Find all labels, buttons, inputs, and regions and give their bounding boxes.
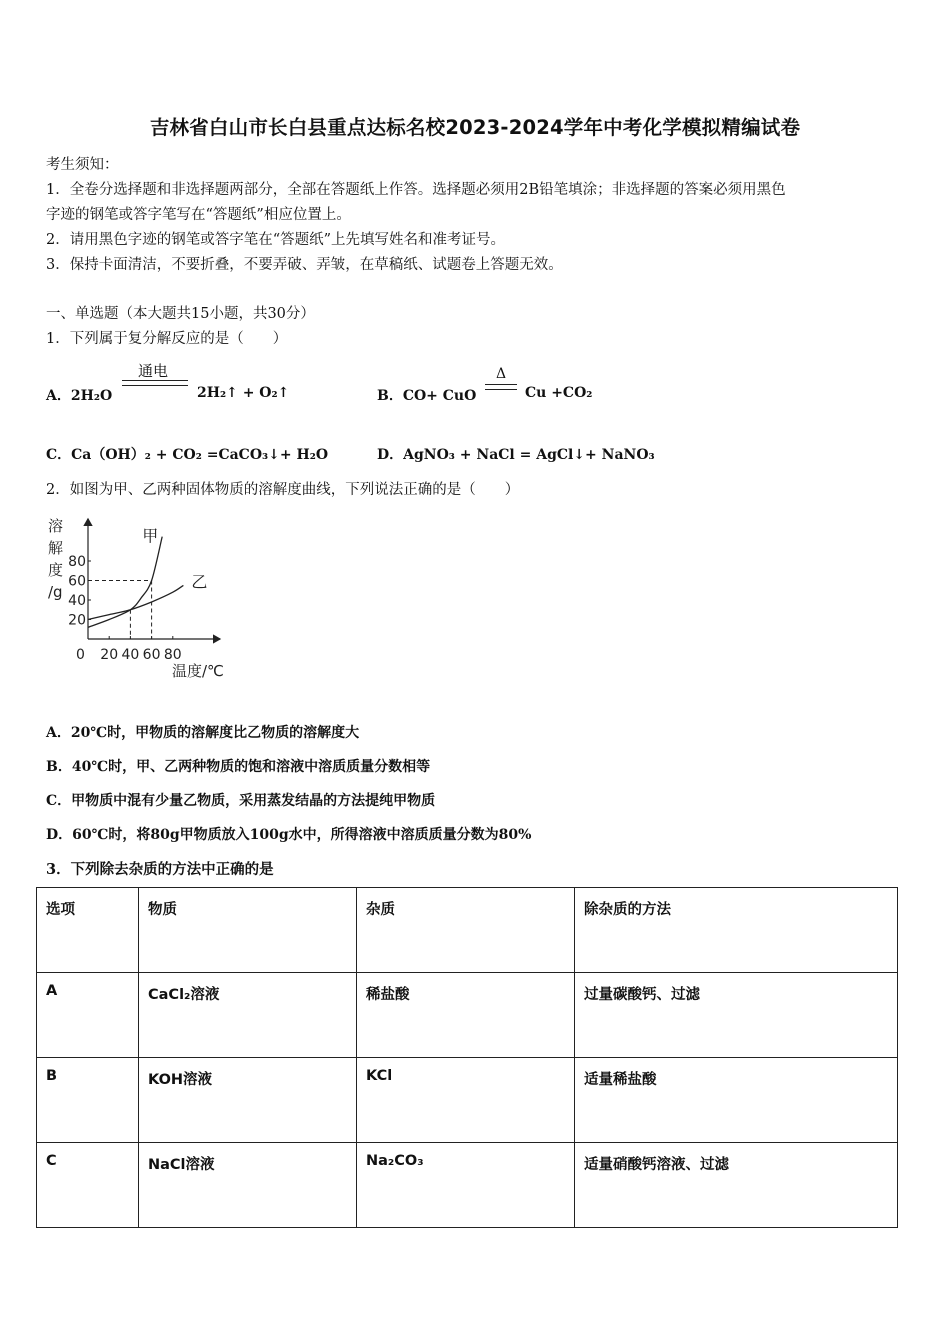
notice-line-2: 字迹的钢笔或答字笔写在“答题纸”相应位置上。 — [46, 207, 351, 223]
header-cell: 物质 — [139, 888, 357, 973]
q1-option-a-rhs: 2H₂↑ + O₂↑ — [197, 385, 290, 401]
y-axis-label-char: 解 — [48, 539, 64, 557]
q1-option-b-lhs: B．CO+ CuO — [377, 388, 477, 404]
q1-option-d: D．AgNO₃ + NaCl = AgCl↓+ NaNO₃ — [377, 447, 655, 463]
notice-heading: 考生须知： — [46, 157, 119, 173]
header-cell: 除杂质的方法 — [575, 888, 898, 973]
series-line-jia — [88, 537, 162, 628]
series-label: 乙 — [191, 572, 208, 592]
table-cell: KOH溶液 — [139, 1058, 357, 1143]
notice-line-4: 3．保持卡面清洁，不要折叠，不要弄破、弄皱，在草稿纸、试题卷上答题无效。 — [46, 257, 563, 273]
page-title: 吉林省白山市长白县重点达标名校2023-2024学年中考化学模拟精编试卷 — [149, 116, 801, 139]
series-label: 甲 — [142, 526, 159, 546]
table-cell: 适量硝酸钙溶液、过滤 — [575, 1143, 898, 1228]
header-cell: 选项 — [37, 888, 139, 973]
q1-option-b-condition: Δ — [496, 366, 507, 382]
y-axis-label-char: 度 — [48, 561, 64, 579]
q1-option-b-rhs: Cu +CO₂ — [525, 385, 593, 401]
q1-option-b-equals-sign — [485, 384, 517, 390]
solubility-chart — [40, 515, 240, 685]
notice-line-1: 1．全卷分选择题和非选择题两部分，全部在答题纸上作答。选择题必须用2B铅笔填涂；非选择题的答案必须用黑色 — [46, 182, 786, 198]
table-cell: B — [37, 1058, 139, 1143]
q1-option-c: C．Ca（OH）₂ + CO₂ =CaCO₃↓+ H₂O — [46, 447, 329, 463]
y-tick-label: 80 — [68, 554, 86, 570]
q2-option-a: A．20℃时，甲物质的溶解度比乙物质的溶解度大 — [46, 725, 360, 741]
table-cell: NaCl溶液 — [139, 1143, 357, 1228]
table-cell: A — [37, 973, 139, 1058]
q1-option-a-equals-sign — [122, 380, 188, 386]
section-heading: 一、单选题（本大题共15小题，共30分） — [46, 306, 315, 322]
q1-option-a-lhs: A．2H₂O — [46, 388, 113, 404]
q2-option-d: D．60℃时，将80g甲物质放入100g水中，所得溶液中溶质质量分数为80% — [46, 827, 532, 843]
x-tick-label: 40 — [121, 647, 140, 663]
table-header-row — [37, 888, 898, 973]
notice-line-3: 2．请用黑色字迹的钢笔或答字笔在“答题纸”上先填写姓名和准考证号。 — [46, 232, 506, 248]
table-cell: 过量碳酸钙、过滤 — [575, 973, 898, 1058]
y-axis-label-char: 溶 — [48, 517, 64, 535]
chart-origin-label: 0 — [76, 647, 85, 663]
x-tick-label: 20 — [100, 647, 119, 663]
q1-option-a-condition: 通电 — [138, 362, 169, 380]
q2-option-b: B．40℃时，甲、乙两种物质的饱和溶液中溶质质量分数相等 — [46, 759, 431, 775]
x-axis-label: 温度/℃ — [172, 662, 224, 680]
q3-table — [36, 887, 898, 1228]
table-cell: KCl — [357, 1058, 575, 1143]
table-cell: Na₂CO₃ — [357, 1143, 575, 1228]
y-tick-label: 20 — [68, 612, 86, 629]
y-tick-label: 40 — [68, 593, 86, 609]
q1-stem: 1．下列属于复分解反应的是（ ） — [46, 331, 288, 347]
table-row — [37, 973, 898, 1058]
table-row — [37, 1058, 898, 1143]
q2-stem: 2．如图为甲、乙两种固体物质的溶解度曲线，下列说法正确的是（ ） — [46, 482, 520, 498]
table-cell: CaCl₂溶液 — [139, 973, 357, 1058]
series-line-yi — [88, 585, 183, 619]
x-tick-label: 80 — [163, 647, 182, 663]
table-cell: 稀盐酸 — [357, 973, 575, 1058]
y-tick-label: 60 — [68, 573, 86, 590]
y-axis-label-char: /g — [48, 583, 63, 601]
table-row — [37, 1143, 898, 1228]
table-cell: C — [37, 1143, 139, 1228]
q2-option-c: C．甲物质中混有少量乙物质，采用蒸发结晶的方法提纯甲物质 — [46, 793, 436, 809]
q3-stem: 3．下列除去杂质的方法中正确的是 — [46, 861, 274, 878]
header-cell: 杂质 — [357, 888, 575, 973]
table-cell: 适量稀盐酸 — [575, 1058, 898, 1143]
x-tick-label: 60 — [142, 647, 161, 663]
